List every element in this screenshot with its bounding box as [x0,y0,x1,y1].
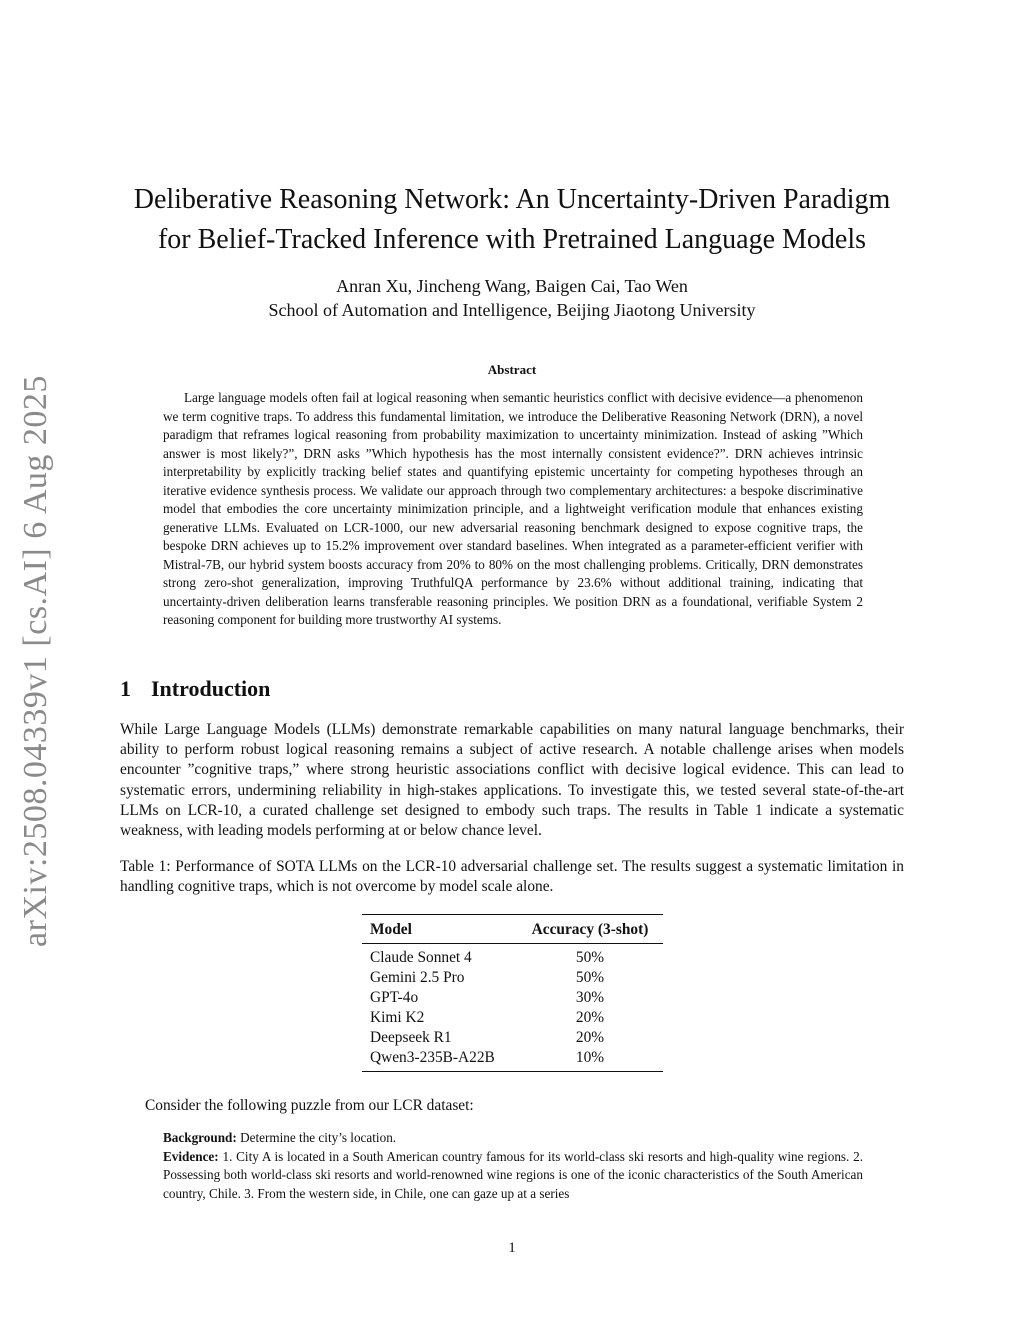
table-cell-model: Claude Sonnet 4 [370,949,472,966]
table-row [362,1008,663,1028]
table-header-model: Model [362,915,517,944]
puzzle-block [163,1129,863,1203]
table-cell-model: Gemini 2.5 Pro [370,969,465,986]
paper-title-line-2: for Belief-Tracked Inference with Pretrained Language Models [157,224,867,255]
puzzle-evidence [163,1148,863,1204]
table-cell-accuracy: 10% [575,1049,605,1066]
paper-title [100,180,924,260]
puzzle-intro: Consider the following puzzle from our LCR dataset: [145,1097,474,1114]
table-row [362,968,663,988]
table-cell-accuracy: 50% [575,949,605,966]
puzzle-background-text: Determine the city’s location. [240,1130,397,1145]
table-header-accuracy: Accuracy (3-shot) [517,915,663,944]
arxiv-identifier-stamp [6,375,66,947]
table-row [362,944,663,969]
table-cell-accuracy: 50% [575,969,605,986]
introduction-paragraph: While Large Language Models (LLMs) demonstrate remarkable capabilities on many natural language benchmarks, their ability to perform robust logical reasoning remains a subject of active research. A notable challenge arises when models encounter ”cognitive traps,” where strong heuristic associations conflict with decisive logical evidence. This can lead to systematic errors, undermining reliability in high-stakes applications. To investigate this, we tested several state-of-the-art LLMs on LCR-10, a curated challenge set designed to embody such traps. The results in Table 1 indicate a systematic weakness, with leading models performing at or below chance level. [120,721,904,840]
table-cell-accuracy: 30% [575,989,605,1006]
table-cell-accuracy: 20% [575,1009,605,1026]
table-row [362,1028,663,1048]
page-number: 1 [508,1240,516,1256]
table-row [362,1048,663,1072]
puzzle-background [163,1129,863,1148]
table-cell-model: GPT-4o [370,989,419,1006]
author-affiliation: School of Automation and Intelligence, Beijing Jiaotong University [268,300,756,320]
section-number: 1 [120,676,131,701]
table-cell-model: Kimi K2 [370,1009,425,1026]
puzzle-evidence-text: 1. City A is located in a South American country famous for its world-class ski resorts and high-quality wine regions. 2. Possessing both world-class ski resorts and world-renowned wine regions is one of the iconic characteristics of the South American country, Chile. 3. From the western side, in Chile, one can gaze up at a series [163,1148,863,1201]
paper-title-line-1: Deliberative Reasoning Network: An Uncertainty-Driven Paradigm [133,184,891,215]
section-heading-introduction [120,676,270,702]
abstract-body: Large language models often fail at logical reasoning when semantic heuristics conflict with decisive evidence—a phenomenon we term cognitive traps. To address this fundamental limitation, we introduce the Deliberative Reasoning Network (DRN), a novel paradigm that reframes logical reasoning from probability maximization to uncertainty minimization. Instead of asking ”Which answer is most likely?”, DRN asks ”Which hypothesis has the most internally consistent evidence?”. DRN achieves intrinsic interpretability by explicitly tracking belief states and quantifying epistemic uncertainty for competing hypotheses through an iterative evidence synthesis process. We validate our approach through two complementary architectures: a bespoke discriminative model that embodies the core uncertainty minimization principle, and a lightweight verification module that enhances existing generative LLMs. Evaluated on LCR-1000, our new adversarial reasoning benchmark designed to expose cognitive traps, the bespoke DRN achieves up to 15.2% improvement over standard baselines. When integrated as a parameter-efficient verifier with Mistral-7B, our hybrid system boosts accuracy from 20% to 80% on the most challenging problems. Critically, DRN demonstrates strong zero-shot generalization, improving TruthfulQA performance by 23.6% without additional training, indicating that uncertainty-driven deliberation learns transferable reasoning principles. We position DRN as a foundational, verifiable System 2 reasoning component for building more trustworthy AI systems. [163,390,863,627]
table-row [362,988,663,1008]
author-block [100,274,924,322]
author-names: Anran Xu, Jincheng Wang, Baigen Cai, Tao Wen [336,276,688,296]
results-table-container [362,914,663,1072]
table-header-row [362,915,663,944]
puzzle-background-label: Background: [163,1130,237,1145]
table-cell-accuracy: 20% [575,1029,605,1046]
arxiv-identifier-text: arXiv:2508.04339v1 [cs.AI] 6 Aug 2025 [17,375,55,947]
results-table [362,914,663,1072]
abstract-heading: Abstract [487,362,537,377]
table-cell-model: Qwen3-235B-A22B [370,1049,495,1066]
section-title: Introduction [151,676,271,701]
table-caption: Table 1: Performance of SOTA LLMs on the LCR-10 adversarial challenge set. The results suggest a systematic limitation in handling cognitive traps, which is not overcome by model scale alone. [120,858,904,896]
table-cell-model: Deepseek R1 [370,1029,452,1046]
puzzle-evidence-label: Evidence: [163,1148,219,1164]
